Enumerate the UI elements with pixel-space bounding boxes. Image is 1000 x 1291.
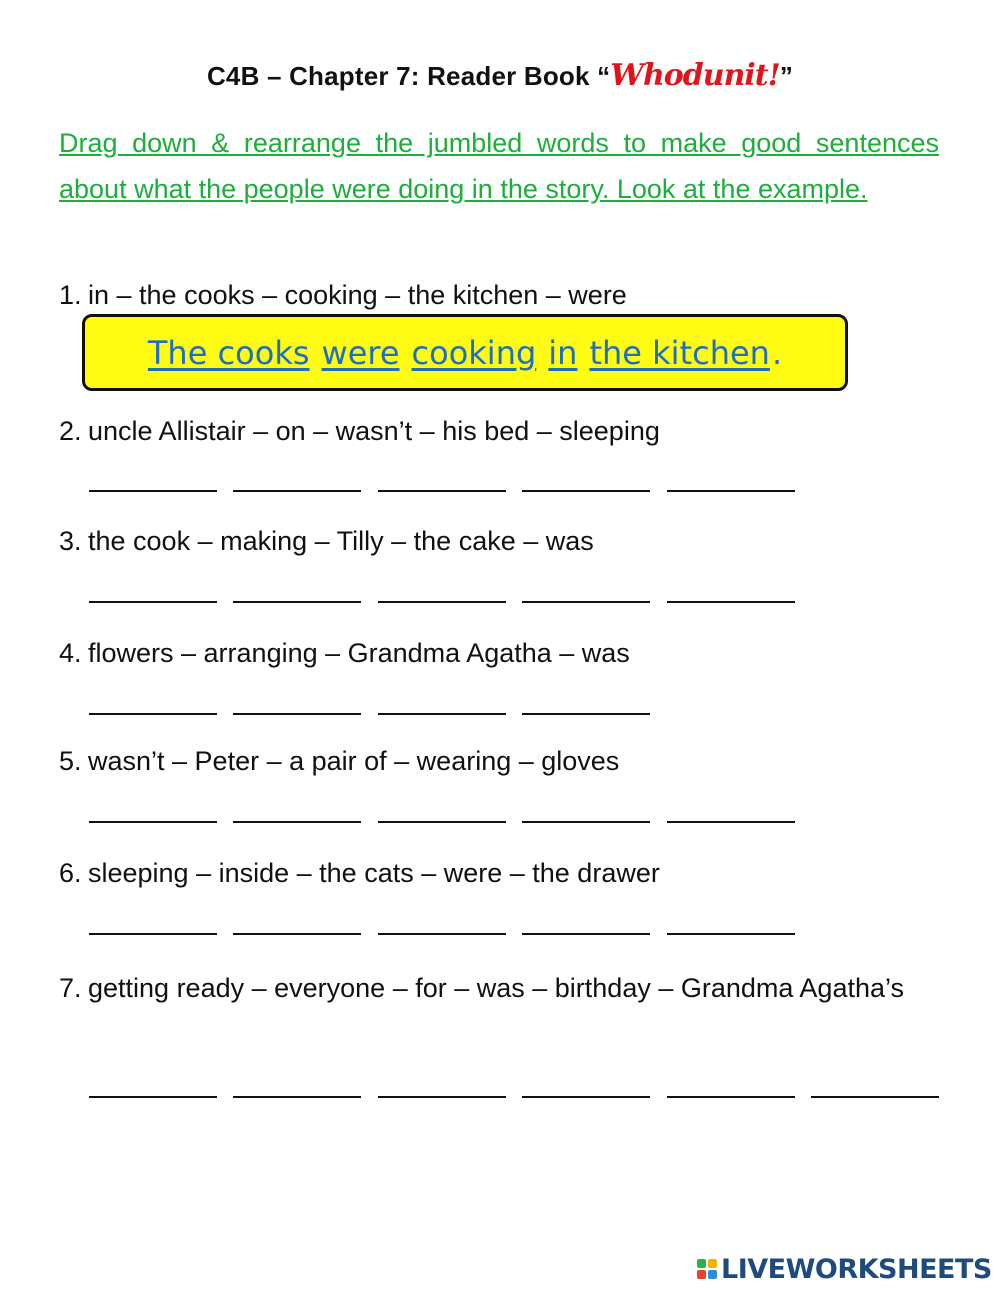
answer-drop-slot[interactable]: [233, 490, 361, 492]
jumbled-words: wasn’t – Peter – a pair of – wearing – gloves: [88, 746, 620, 776]
jumbled-words: sleeping – inside – the cats – were – the drawer: [88, 858, 660, 888]
answer-drop-slot[interactable]: [89, 490, 217, 492]
jumbled-words: the cook – making – Tilly – the cake – was: [88, 526, 594, 556]
answer-drop-slot[interactable]: [233, 933, 361, 935]
answer-drop-slot[interactable]: [667, 933, 795, 935]
answer-drop-slot[interactable]: [667, 1096, 795, 1098]
answer-drop-slot[interactable]: [378, 601, 506, 603]
answer-drop-slot[interactable]: [522, 490, 650, 492]
answer-chunk[interactable]: in: [548, 333, 578, 372]
answer-drop-slot[interactable]: [89, 933, 217, 935]
instructions: Drag down & rearrange the jumbled words to make good sentences about what the people were doing in the story. Look at the example.: [59, 128, 939, 204]
answer-drop-slot[interactable]: [811, 1096, 939, 1098]
title-suffix: ”: [779, 61, 794, 91]
answer-drop-slot[interactable]: [667, 821, 795, 823]
answer-drop-slot[interactable]: [522, 713, 650, 715]
jumbled-words: in – the cooks – cooking – the kitchen – were: [88, 280, 627, 310]
answer-drop-slot[interactable]: [522, 601, 650, 603]
item-number: 4.: [59, 638, 82, 668]
logo-wordmark: LIVEWORKSHEETS: [721, 1253, 992, 1285]
item-number: 2.: [59, 416, 82, 446]
title-brand: Whodunit!: [610, 58, 780, 93]
answer-chunk[interactable]: cooking: [411, 333, 537, 372]
answer-period: .: [771, 333, 783, 372]
answer-drop-slot[interactable]: [233, 1096, 361, 1098]
item-number: 1.: [59, 280, 82, 310]
item-number: 7.: [59, 973, 82, 1003]
answer-drop-slot[interactable]: [89, 713, 217, 715]
answer-drop-slot[interactable]: [378, 713, 506, 715]
answer-drop-slot[interactable]: [378, 490, 506, 492]
item-number: 5.: [59, 746, 82, 776]
jumbled-words: flowers – arranging – Grandma Agatha – was: [88, 638, 630, 668]
worksheet-title: [0, 58, 1000, 93]
answer-drop-slot[interactable]: [522, 1096, 650, 1098]
example-answer-box: [82, 314, 848, 391]
item-number: 6.: [59, 858, 82, 888]
answer-chunk[interactable]: were: [321, 333, 400, 372]
answer-drop-slot[interactable]: [89, 1096, 217, 1098]
answer-drop-slot[interactable]: [522, 821, 650, 823]
answer-chunk[interactable]: the kitchen: [589, 333, 770, 372]
jumbled-words: uncle Allistair – on – wasn’t – his bed – sleeping: [88, 416, 660, 446]
title-prefix: C4B – Chapter 7: Reader Book “: [206, 61, 611, 91]
answer-drop-slot[interactable]: [378, 1096, 506, 1098]
answer-drop-slot[interactable]: [233, 601, 361, 603]
answer-drop-slot[interactable]: [89, 821, 217, 823]
item-number: 3.: [59, 526, 82, 556]
jumbled-words: getting ready – everyone – for – was – birthday – Grandma Agatha’s: [88, 973, 904, 1003]
answer-drop-slot[interactable]: [667, 490, 795, 492]
answer-drop-slot[interactable]: [378, 933, 506, 935]
answer-drop-slot[interactable]: [233, 713, 361, 715]
liveworksheets-logo[interactable]: [697, 1252, 992, 1286]
answer-drop-slot[interactable]: [522, 933, 650, 935]
answer-drop-slot[interactable]: [233, 821, 361, 823]
answer-drop-slot[interactable]: [378, 821, 506, 823]
answer-chunk[interactable]: The cooks: [147, 333, 310, 372]
answer-drop-slot[interactable]: [667, 601, 795, 603]
answer-drop-slot[interactable]: [89, 601, 217, 603]
liveworksheets-logo-icon: [697, 1259, 717, 1279]
